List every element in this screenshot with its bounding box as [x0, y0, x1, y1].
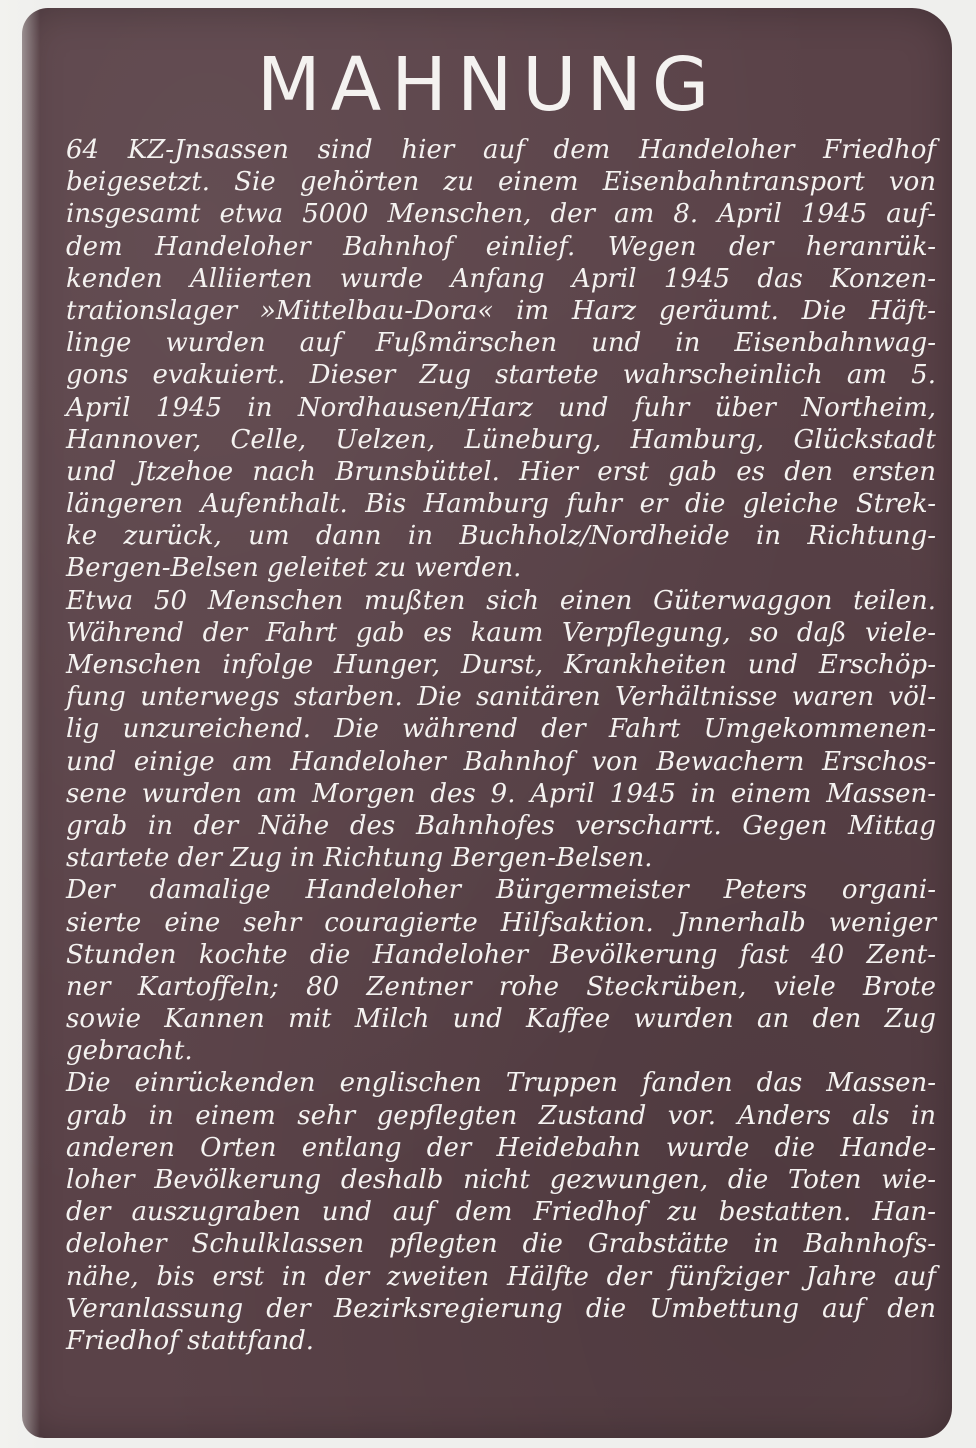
text-line: 64 KZ-Jnsassen sind hier auf dem Handeloher Friedhof — [66, 135, 936, 165]
text-line: Während der Fahrt gab es kaum Verpflegung, so daß viele- — [66, 617, 936, 648]
text-line: Stunden kochte die Handeloher Bevölkerung fast 40 Zent- — [66, 939, 936, 970]
text-line: fung unterwegs starben. Die sanitären Verhältnisse waren völ- — [66, 682, 936, 713]
text-line: sowie Kannen mit Milch und Kaffee wurden an den Zug — [66, 1004, 936, 1035]
text-line: ner Kartoffeln; 80 Zentner rohe Steckrüben, viele Brote — [66, 971, 936, 1002]
text-line: und einige am Handeloher Bahnhof von Bewachern Erschos- — [66, 746, 936, 777]
text-line: April 1945 in Nordhausen/Harz und fuhr über Northeim, — [66, 392, 936, 423]
text-line: beigesetzt. Sie gehörten zu einem Eisenbahntransport von — [66, 167, 936, 198]
text-line: Etwa 50 Menschen mußten sich einen Güterwaggon teilen. — [66, 585, 936, 616]
text-line: ke zurück, um dann in Buchholz/Nordheide in Richtung- — [66, 521, 936, 552]
plaque-left-edge — [0, 0, 40, 1448]
text-line: sierte eine sehr couragierte Hilfsaktion. Jnnerhalb weniger — [66, 907, 936, 938]
text-line: und Jtzehoe nach Brunsbüttel. Hier erst gab es den ersten — [66, 456, 936, 487]
text-line: gons evakuiert. Dieser Zug startete wahrscheinlich am 5. — [66, 360, 936, 391]
text-line: linge wurden auf Fußmärschen und in Eisenbahnwag- — [66, 328, 936, 359]
text-line: Hannover, Celle, Uelzen, Lüneburg, Hamburg, Glückstadt — [66, 424, 936, 455]
text-line: sene wurden am Morgen des 9. April 1945 in einem Massen- — [66, 778, 936, 809]
text-line: grab in der Nähe des Bahnhofes verscharrt. Gegen Mittag — [66, 810, 936, 841]
text-line: loher Bevölkerung deshalb nicht gezwungen, die Toten wie- — [66, 1165, 936, 1195]
text-line: Der damalige Handeloher Bürgermeister Peters organi- — [66, 875, 936, 906]
text-line: gebracht. — [66, 1036, 193, 1067]
text-line: deloher Schulklassen pflegten die Grabstätte in Bahnhofs- — [66, 1229, 936, 1260]
text-line: nähe, bis erst in der zweiten Hälfte der fünfziger Jahre auf — [66, 1261, 936, 1292]
text-line: Bergen-Belsen geleitet zu werden. — [66, 553, 522, 584]
text-line: Friedhof stattfand. — [66, 1325, 315, 1356]
text-line: längeren Aufenthalt. Bis Hamburg fuhr er die gleiche Strek- — [66, 489, 936, 520]
text-line: trationslager »Mittelbau-Dora« im Harz geräumt. Die Häft- — [66, 295, 936, 326]
text-line: startete der Zug in Richtung Bergen-Belsen. — [66, 843, 653, 874]
text-line: Veranlassung der Bezirksregierung die Umbettung auf den — [66, 1293, 936, 1324]
plaque-title: MAHNUNG — [256, 42, 720, 128]
text-line: dem Handeloher Bahnhof einlief. Wegen der heranrük- — [66, 231, 936, 262]
text-line: Menschen infolge Hunger, Durst, Krankheiten und Erschöp- — [66, 650, 936, 680]
text-line: insgesamt etwa 5000 Menschen, der am 8. April 1945 auf- — [66, 199, 936, 230]
text-line: der auszugraben und auf dem Friedhof zu bestatten. Han- — [66, 1197, 936, 1228]
text-line: Die einrückenden englischen Truppen fanden das Massen- — [66, 1068, 936, 1099]
text-line: anderen Orten entlang der Heidebahn wurde die Hande- — [66, 1132, 936, 1163]
text-line: grab in einem sehr gepflegten Zustand vor. Anders als in — [66, 1100, 936, 1131]
plaque-text — [66, 134, 936, 1357]
text-line: kenden Alliierten wurde Anfang April 1945 das Konzen- — [66, 263, 936, 294]
text-line: lig unzureichend. Die während der Fahrt Umgekommenen- — [66, 714, 936, 745]
